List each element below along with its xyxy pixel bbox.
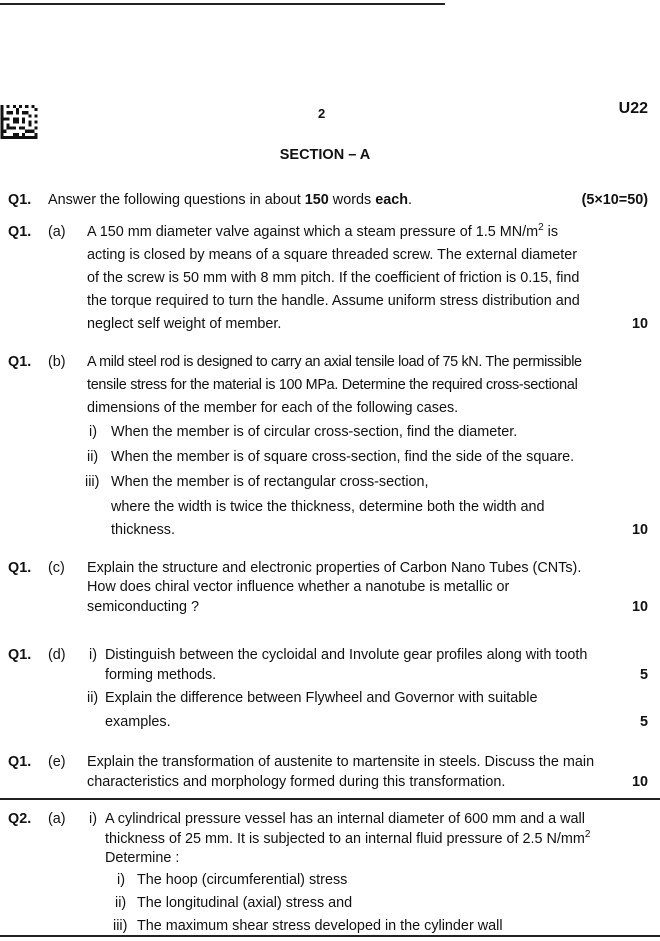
question-label: Q1. [8,560,32,576]
paper-code: U22 [618,100,648,117]
item-number: ii) [115,895,127,911]
datamatrix-code-icon [0,105,38,139]
item-text: The longitudinal (axial) stress and [137,895,353,911]
item-number: i) [117,872,125,888]
question-text: tensile stress for the material is 100 MPa. Determine the required cross-sectional [87,377,578,393]
question-text: A cylindrical pressure vessel has an internal diameter of 600 mm and a wall [105,811,585,827]
question-text: the torque required to turn the handle. Assume uniform stress distribution and [87,293,580,309]
question-text: Explain the structure and electronic properties of Carbon Nano Tubes (CNTs). [87,560,582,576]
item-text: where the width is twice the thickness, determine both the width and [111,499,545,515]
item-text: When the member is of circular cross-section, find the diameter. [111,424,518,440]
marks: 10 [631,316,648,332]
item-text: When the member is of rectangular cross-section, [111,474,429,490]
item-number: iii) [85,474,100,490]
item-text: The hoop (circumferential) stress [137,872,348,888]
marks: 10 [631,599,648,615]
marks: 10 [631,774,648,790]
top-rule [0,3,445,5]
question-label: Q2. [8,811,32,827]
marks: 5 [639,714,648,730]
item-number: iii) [113,918,128,934]
question-text: thickness of 25 mm. It is subjected to an internal fluid pressure of 2.5 $N/mm^2$ [105,829,591,847]
question-text: How does chiral vector influence whether a nanotube is metallic or [87,579,510,595]
page-number: 2 [318,106,326,121]
sub-question-label: (b) [48,354,66,370]
question-label: Q1. [8,224,32,240]
instructions: Answer the following questions in about 150 words each. [48,192,413,208]
question-label: Q1. [8,754,32,770]
question-text: acting is closed by means of a square threaded screw. The external diameter [87,247,578,263]
item-text: examples. [105,714,171,730]
question-label: Q1. [8,647,32,663]
total-marks: (5×10=50) [581,192,648,208]
question-text: A 150 mm diameter valve against which a steam pressure of 1.5 $MN/m^2$ is [87,222,559,240]
question-text: Explain the transformation of austenite to martensite in steels. Discuss the main [87,754,595,770]
sub-question-label: (c) [48,560,65,576]
marks: 10 [631,522,648,538]
item-text: When the member is of square cross-section, find the side of the square. [111,449,575,465]
item-text: Distinguish between the cycloidal and Involute gear profiles along with tooth [105,647,588,663]
question-text: characteristics and morphology formed during this transformation. [87,774,506,790]
question-text: dimensions of the member for each of the following cases. [87,400,459,416]
question-label: Q1. [8,192,32,208]
question-text: neglect self weight of member. [87,316,282,332]
question-text: Determine : [105,850,180,866]
section-title: SECTION – A [279,147,371,163]
section-divider [0,798,660,800]
question-text: of the screw is 50 mm with 8 mm pitch. If the coefficient of friction is 0.15, find [87,270,580,286]
bottom-rule [0,935,660,937]
sub-question-label: (a) [48,224,66,240]
item-text: forming methods. [105,667,217,683]
sub-question-label: (a) [48,811,66,827]
question-text: semiconducting ? [87,599,199,615]
item-text: thickness. [111,522,175,538]
sub-question-label: (e) [48,754,66,770]
marks: 5 [639,667,648,683]
item-number: i) [89,647,97,663]
item-number: i) [89,811,97,827]
question-label: Q1. [8,354,32,370]
item-number: ii) [87,690,99,706]
question-text: A mild steel rod is designed to carry an axial tensile load of 75 kN. The permissible [87,354,582,370]
item-number: i) [89,424,97,440]
item-number: ii) [87,449,99,465]
item-text: The maximum shear stress developed in the cylinder wall [137,918,503,934]
sub-question-label: (d) [48,647,66,663]
item-text: Explain the difference between Flywheel and Governor with suitable [105,690,538,706]
